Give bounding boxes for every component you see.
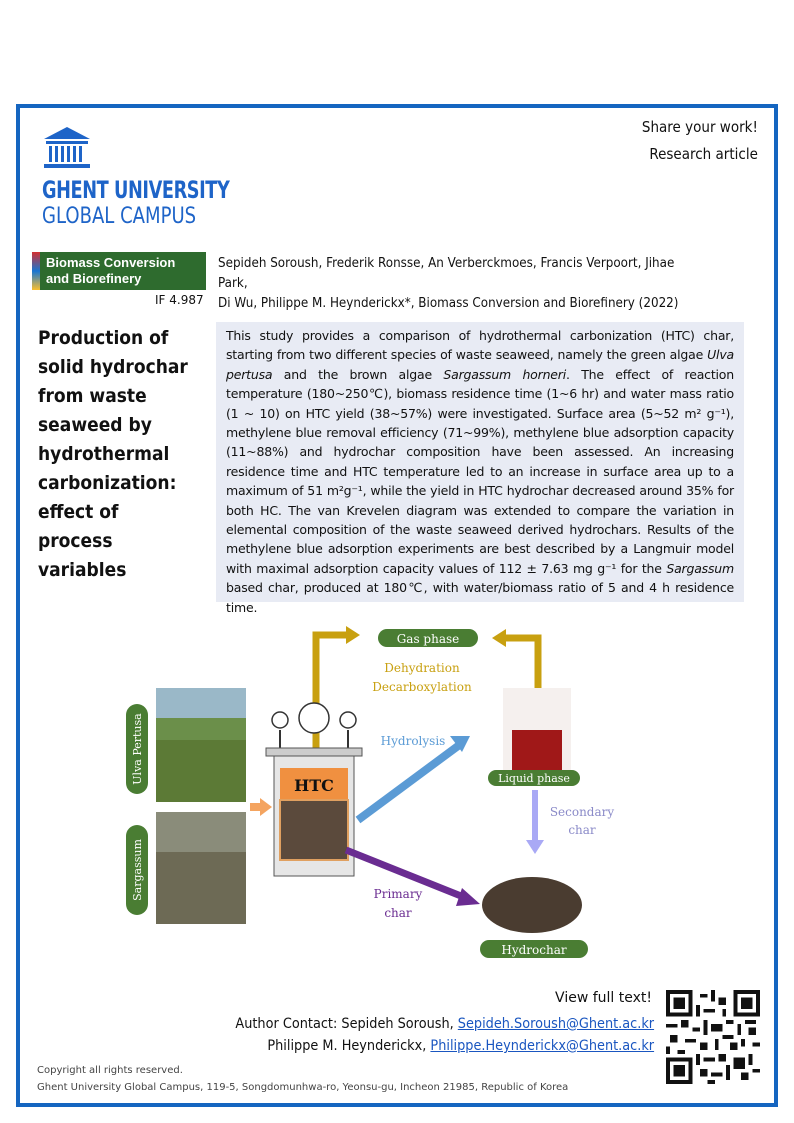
abstract-box: [216, 322, 744, 615]
hydrochar-label: Hydrochar: [501, 943, 567, 957]
contact-email-2[interactable]: Philippe.Heynderickx@Ghent.ac.kr: [430, 1038, 654, 1054]
journal-badge: [32, 252, 206, 290]
htc-label: HTC: [294, 776, 334, 795]
view-full-text: View full text!: [555, 990, 652, 1006]
dehydration-label: Dehydration: [384, 661, 460, 675]
decarboxylation-label: Decarboxylation: [372, 680, 472, 694]
article-type: Research article: [649, 145, 758, 163]
hydrolysis-label: Hydrolysis: [380, 734, 446, 748]
contact-prefix: Author Contact: Sepideh Soroush,: [235, 1016, 458, 1032]
impact-factor: IF 4.987: [155, 293, 204, 307]
address: Ghent University Global Campus, 119-5, Songdomunhwa-ro, Yeonsu-gu, Incheon 21985, Republic of Korea: [37, 1082, 569, 1093]
contact-email-1[interactable]: Sepideh.Soroush@Ghent.ac.kr: [457, 1016, 654, 1032]
liquid-phase-label: Liquid phase: [498, 772, 570, 785]
copyright-block: [37, 1062, 568, 1096]
secondary-label: Secondary: [549, 805, 615, 819]
graphical-abstract: [120, 620, 620, 965]
secondary-char-label: char: [568, 823, 596, 837]
qr-code-icon[interactable]: [666, 990, 760, 1084]
university-logo-icon: [42, 127, 242, 171]
hydrochar-image: [482, 877, 582, 933]
citation-line1: Sepideh Soroush, Frederik Ronsse, An Verberckmoes, Francis Verpoort, Jihae Park,: [218, 256, 675, 291]
contact2-prefix: Philippe M. Heynderickx,: [267, 1038, 431, 1054]
share-text: Share your work!: [642, 118, 758, 136]
journal-badge-line1: Biomass Conversion: [46, 255, 176, 270]
gas-phase-label: Gas phase: [396, 632, 460, 646]
citation: [218, 254, 696, 314]
journal-badge-line2: and Biorefinery: [46, 271, 142, 286]
citation-line2: Di Wu, Philippe M. Heynderickx*, Biomass Conversion and Biorefinery (2022): [218, 296, 679, 311]
primary-char-label: char: [384, 906, 412, 920]
campus-name: GLOBAL CAMPUS: [42, 204, 197, 229]
primary-label: Primary: [373, 887, 423, 901]
header-tags: [642, 114, 758, 168]
abstract-text: This study provides a comparison of hydrothermal carbonization (HTC) char, starting from two different species of waste seaweed, namely the green algae Ulva pertusa and the brown algae Sargassum horneri. The effect of reaction temperature (180~250℃), biomass residence time (1~6 hr) and water mass ratio (1 ~ 10) on HTC yield (38~57%) were investigated. Surface area (5~52 m² g⁻¹), methylene blue removal efficiency (71~99%), methylene blue adsorption capacity (11~88%) and hydrochar composition have been assessed. An increasing residence time and HTC temperature led to an increase in surface area up to a maximum of 51 m²g⁻¹, while the yield in HTC hydrochar decreased around 35% for both HC. The van Krevelen diagram was extended to compare the variation in elemental composition of the waste seaweed derived hydrochars. Results of the methylene blue adsorption experiments are best described by a Langmuir model with maximal adsorption capacity values of 112 ± 7.63 mg g⁻¹ for the Sargassum based char, produced at 180℃, with water/biomass ratio of 5 and 4 h residence time.: [226, 328, 734, 615]
article-title: Production of solid hydrochar from waste seaweed by hydrothermal carbonization: effect of process variables: [38, 327, 188, 581]
ulva-label: Ulva Pertusa: [131, 713, 144, 785]
university-name: GHENT UNIVERSITY: [42, 176, 230, 204]
sargassum-label: Sargassum: [131, 839, 144, 901]
contact-block: [235, 1013, 654, 1057]
copyright: Copyright all rights reserved.: [37, 1065, 183, 1076]
